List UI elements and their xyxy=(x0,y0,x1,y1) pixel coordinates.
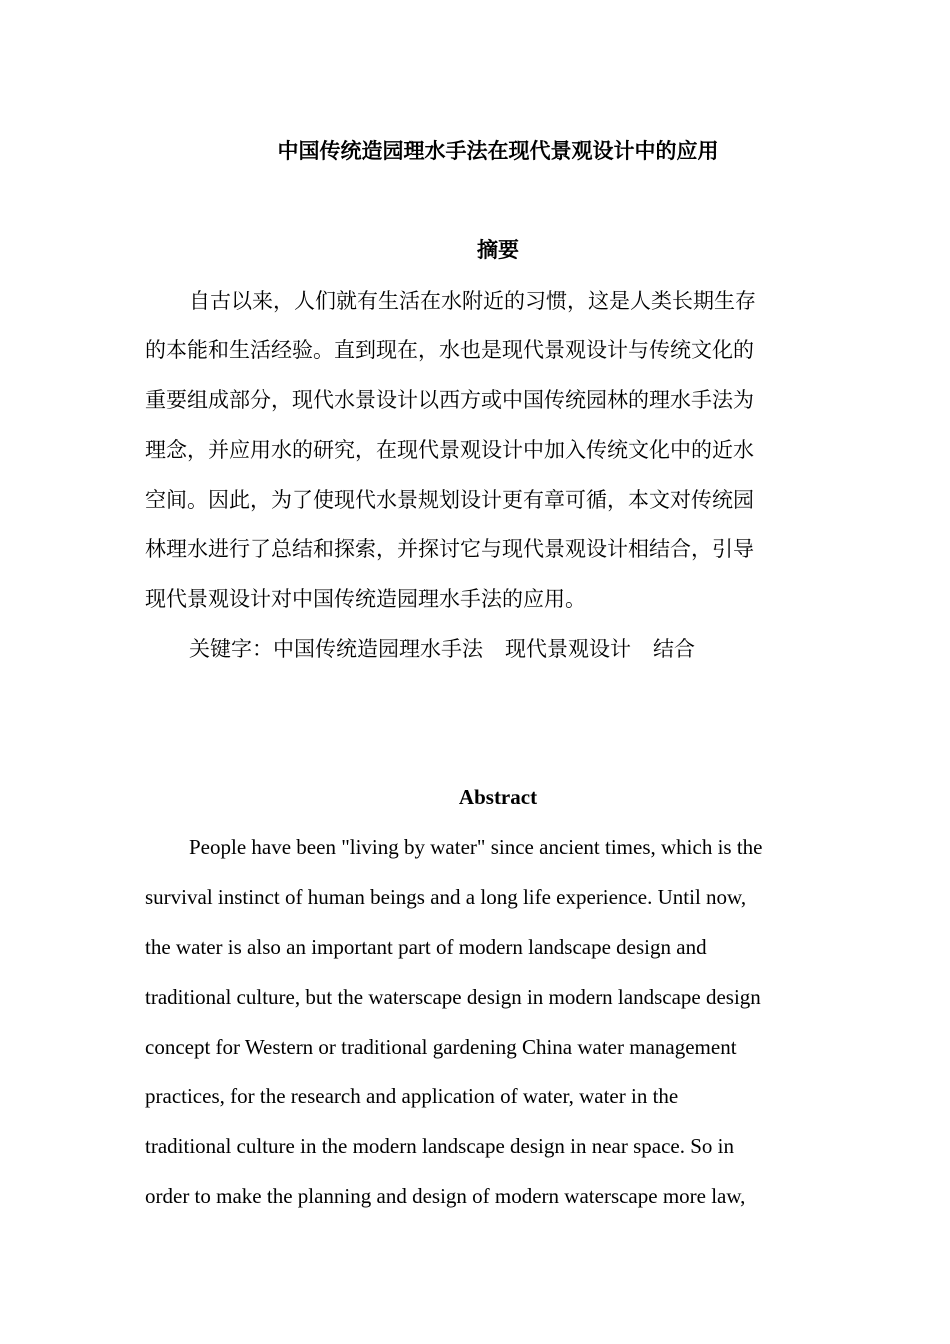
abstract-en-line: the water is also an important part of modern landscape design and xyxy=(145,935,707,959)
document-title: 中国传统造园理水手法在现代景观设计中的应用 xyxy=(277,139,719,163)
abstract-zh-line: 自古以来，人们就有生活在水附近的习惯，这是人类长期生存 xyxy=(189,289,756,313)
abstract-zh-line: 重要组成部分，现代水景设计以西方或中国传统园林的理水手法为 xyxy=(145,388,754,412)
abstract-zh-heading: 摘要 xyxy=(477,238,519,262)
abstract-zh-line: 林理水进行了总结和探索，并探讨它与现代景观设计相结合，引导 xyxy=(145,537,754,561)
abstract-zh-line: 空间。因此，为了使现代水景规划设计更有章可循，本文对传统园 xyxy=(145,488,754,512)
abstract-zh-line: 现代景观设计对中国传统造园理水手法的应用。 xyxy=(145,587,586,611)
abstract-en-line: traditional culture, but the waterscape design in modern landscape design xyxy=(145,985,761,1009)
abstract-en-line: People have been "living by water" since ancient times, which is the xyxy=(189,835,763,859)
abstract-en-heading: Abstract xyxy=(458,785,538,809)
abstract-zh-line: 的本能和生活经验。直到现在，水也是现代景观设计与传统文化的 xyxy=(145,338,754,362)
keyword-item: 现代景观设计 xyxy=(505,637,631,661)
abstract-en-line: order to make the planning and design of modern waterscape more law, xyxy=(145,1184,746,1208)
abstract-en-line: traditional culture in the modern landscape design in near space. So in xyxy=(145,1134,734,1158)
keyword-item: 中国传统造园理水手法 xyxy=(273,637,483,661)
abstract-en-line: survival instinct of human beings and a long life experience. Until now, xyxy=(145,885,747,909)
abstract-en-line: practices, for the research and application of water, water in the xyxy=(145,1084,679,1108)
abstract-zh-line: 理念，并应用水的研究，在现代景观设计中加入传统文化中的近水 xyxy=(145,438,754,462)
keywords-label: 关键字： xyxy=(189,637,273,661)
keyword-item: 结合 xyxy=(653,637,695,661)
abstract-en-line: concept for Western or traditional gardening China water management xyxy=(145,1035,737,1059)
keywords-line xyxy=(189,634,695,664)
